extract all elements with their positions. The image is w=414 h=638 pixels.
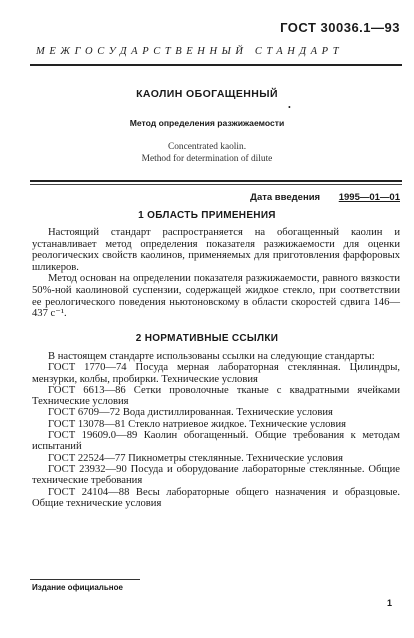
introduction-date-label: Дата введения [250,192,321,203]
method-title: Метод определения разжижаемости [129,118,285,128]
gost-number: ГОСТ 30036.1—93 [280,20,400,35]
reference-item: ГОСТ 22524—77 Пикнометры стеклянные. Технические условия [48,452,343,464]
reference-item: ГОСТ 6613—86 Сетки проволочные тканые с квадратными ячейками Технические условия [32,384,400,408]
section-1-paragraph-1: Настоящий стандарт распространяется на обогащенный каолин и устанавливает метод определения показателя разжижаемости для оценки реологических свойств каолинов, применяемых для приготовления фарфоровых шликеров. [32,227,400,273]
section-1-heading: 1 ОБЛАСТЬ ПРИМЕНЕНИЯ [138,210,276,221]
official-edition-note: Издание официальное [32,583,123,592]
reference-item: ГОСТ 23932—90 Посуда и оборудование лабораторные стеклянные. Общие технические требования [32,463,400,487]
section-1-paragraph-2: Метод основан на определении показателя разжижаемости, равного вязкости 50%-ной каолиновой суспензии, содержащей жидкое стекло, при соответствии ее реологического поведения ньютоновскому в области скоростей сдвига 146—437 с⁻¹. [32,273,400,320]
introduction-date [250,192,400,203]
reference-item: ГОСТ 24104—88 Весы лабораторные общего назначения и образцовые. Общие технические условия [32,486,400,509]
section-1-body [32,227,400,320]
interstate-standard-label: МЕЖГОСУДАРСТВЕННЫЙ СТАНДАРТ [36,46,344,57]
reference-item: ГОСТ 19609.0—89 Каолин обогащенный. Общие требования к методам испытаний [32,430,400,453]
english-title [0,141,414,165]
section-2-heading: 2 НОРМАТИВНЫЕ ССЫЛКИ [135,333,279,344]
introduction-date-value: 1995—01—01 [338,192,400,203]
header-rule [30,64,402,66]
reference-item: ГОСТ 1770—74 Посуда мерная лабораторная стеклянная. Цилиндры, мензурки, колбы, пробирки. Технические условия [32,362,400,385]
title-rule-thick [30,180,402,182]
english-title-line-1: Concentrated kaolin. [167,142,247,152]
reference-item: ГОСТ 6709—72 Вода дистиллированная. Технические условия [48,407,333,419]
document-title: КАОЛИН ОБОГАЩЕННЫЙ [136,88,278,100]
references-list [32,351,400,509]
english-title-line-2: Method for determination of dilute [141,154,273,164]
title-rule-thin [30,184,402,185]
footer-rule [30,579,140,580]
reference-item: ГОСТ 13078—81 Стекло натриевое жидкое. Технические условия [48,418,346,430]
references-intro: В настоящем стандарте использованы ссылки на следующие стандарты: [48,351,375,362]
bullet-mark: • [288,103,291,112]
page-number: 1 [386,598,392,608]
